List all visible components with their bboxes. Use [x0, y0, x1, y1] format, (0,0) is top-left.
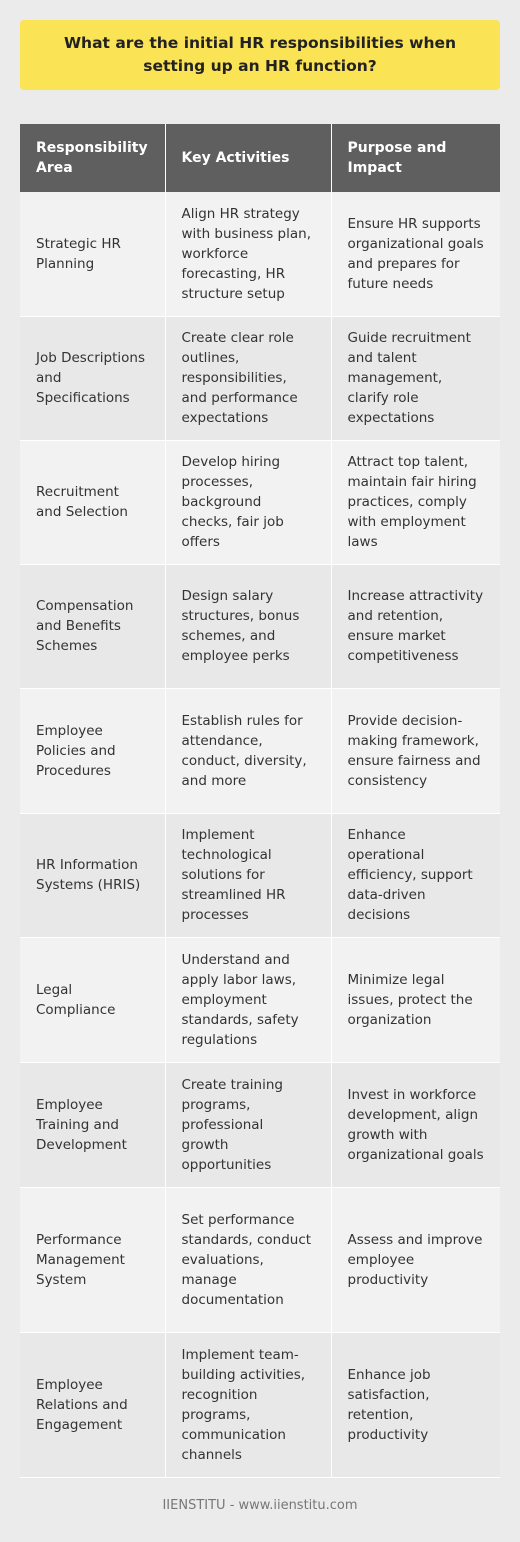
responsibility-area-cell: Employee Relations and Engagement	[20, 1332, 165, 1477]
table-row	[20, 688, 500, 813]
purpose-impact-cell: Minimize legal issues, protect the organization	[331, 937, 500, 1062]
purpose-impact-cell: Provide decision-making framework, ensure fairness and consistency	[331, 688, 500, 813]
column-header-responsibility-area: Responsibility Area	[20, 124, 165, 192]
purpose-impact-cell: Guide recruitment and talent management, clarify role expectations	[331, 316, 500, 440]
key-activities-cell: Establish rules for attendance, conduct, diversity, and more	[165, 688, 331, 813]
purpose-impact-cell: Ensure HR supports organizational goals and prepares for future needs	[331, 192, 500, 316]
key-activities-cell: Create clear role outlines, responsibilities, and performance expectations	[165, 316, 331, 440]
table-row	[20, 440, 500, 564]
responsibility-area-cell: HR Information Systems (HRIS)	[20, 813, 165, 937]
purpose-impact-cell: Enhance job satisfaction, retention, productivity	[331, 1332, 500, 1477]
table-row	[20, 937, 500, 1062]
table-row	[20, 316, 500, 440]
key-activities-cell: Implement technological solutions for streamlined HR processes	[165, 813, 331, 937]
key-activities-cell: Create training programs, professional growth opportunities	[165, 1062, 331, 1187]
key-activities-cell: Implement team-building activities, recognition programs, communication channels	[165, 1332, 331, 1477]
table-row	[20, 1187, 500, 1332]
responsibility-area-cell: Job Descriptions and Specifications	[20, 316, 165, 440]
key-activities-cell: Develop hiring processes, background checks, fair job offers	[165, 440, 331, 564]
responsibility-area-cell: Recruitment and Selection	[20, 440, 165, 564]
table-header-row	[20, 124, 500, 192]
key-activities-cell: Align HR strategy with business plan, workforce forecasting, HR structure setup	[165, 192, 331, 316]
purpose-impact-cell: Enhance operational efficiency, support data-driven decisions	[331, 813, 500, 937]
key-activities-cell: Set performance standards, conduct evaluations, manage documentation	[165, 1187, 331, 1332]
hr-responsibilities-table	[20, 124, 500, 1478]
purpose-impact-cell: Invest in workforce development, align growth with organizational goals	[331, 1062, 500, 1187]
responsibility-area-cell: Compensation and Benefits Schemes	[20, 564, 165, 688]
table-row	[20, 564, 500, 688]
title-banner	[20, 20, 500, 90]
responsibility-area-cell: Performance Management System	[20, 1187, 165, 1332]
purpose-impact-cell: Assess and improve employee productivity	[331, 1187, 500, 1332]
table-row	[20, 1332, 500, 1477]
column-header-purpose-and-impact: Purpose and Impact	[331, 124, 500, 192]
key-activities-cell: Design salary structures, bonus schemes, and employee perks	[165, 564, 331, 688]
table-row	[20, 813, 500, 937]
column-header-key-activities: Key Activities	[165, 124, 331, 192]
responsibility-area-cell: Employee Policies and Procedures	[20, 688, 165, 813]
purpose-impact-cell: Attract top talent, maintain fair hiring practices, comply with employment laws	[331, 440, 500, 564]
table-row	[20, 192, 500, 316]
responsibility-area-cell: Legal Compliance	[20, 937, 165, 1062]
purpose-impact-cell: Increase attractivity and retention, ensure market competitiveness	[331, 564, 500, 688]
table-row	[20, 1062, 500, 1187]
key-activities-cell: Understand and apply labor laws, employment standards, safety regulations	[165, 937, 331, 1062]
responsibility-area-cell: Strategic HR Planning	[20, 192, 165, 316]
page-title: What are the initial HR responsibilities when setting up an HR function?	[63, 34, 457, 75]
footer-credit: IIENSTITU - www.iienstitu.com	[162, 1498, 358, 1513]
responsibility-area-cell: Employee Training and Development	[20, 1062, 165, 1187]
